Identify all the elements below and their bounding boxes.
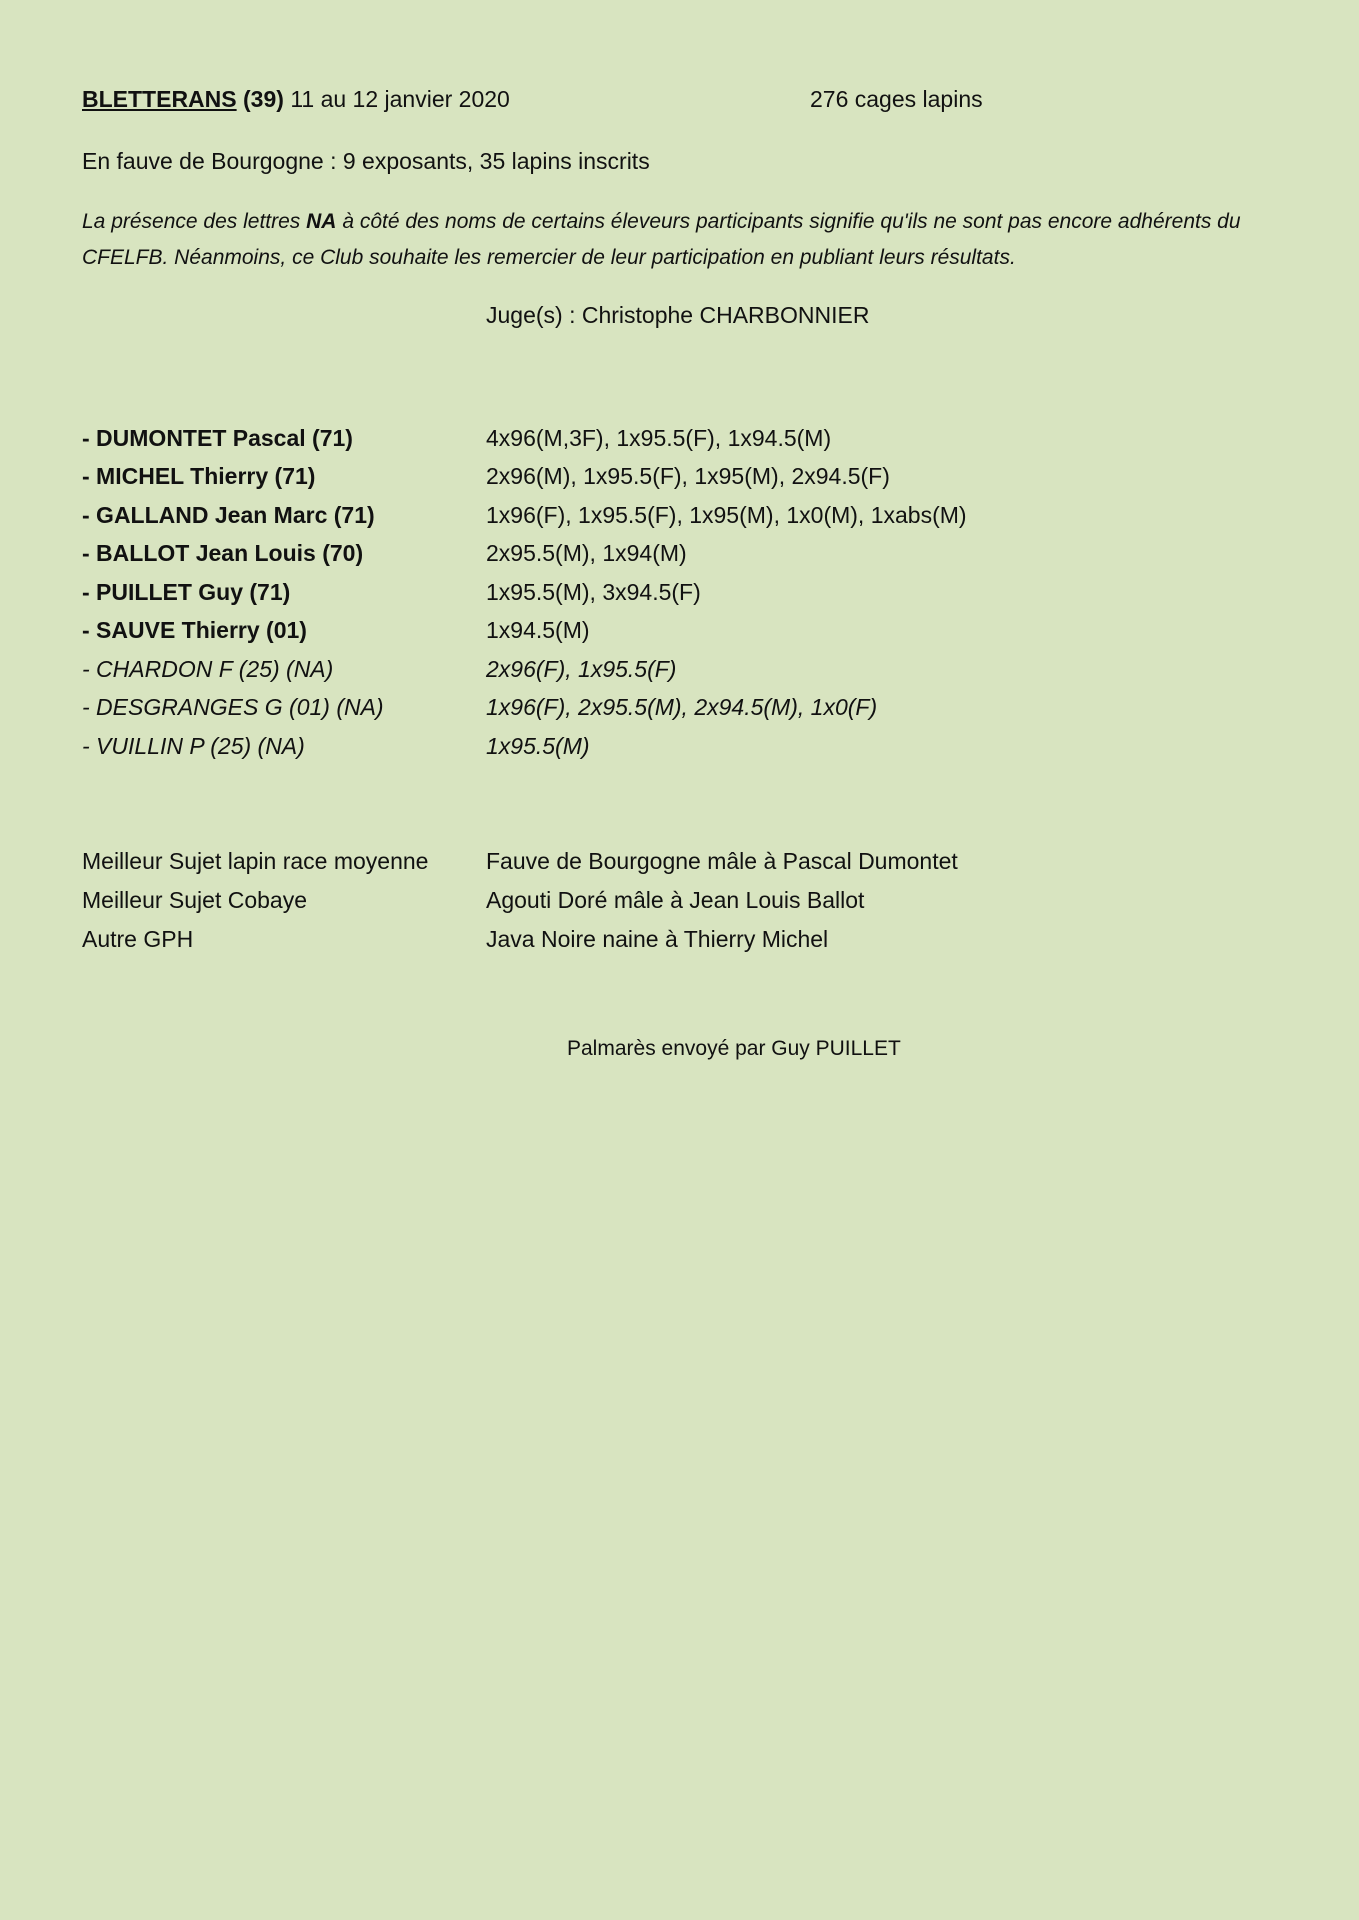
prize-label: Autre GPH	[82, 926, 194, 952]
breeder-name: - PUILLET Guy (71)	[82, 579, 291, 605]
intro-text-1: La présence des lettres	[82, 210, 307, 233]
result-row	[82, 688, 1282, 726]
header-line	[82, 84, 510, 114]
breeder-result: 1x96(F), 2x95.5(M), 2x94.5(M), 1x0(F)	[486, 694, 878, 720]
breeder-result: 2x96(F), 1x95.5(F)	[486, 656, 677, 682]
result-row	[82, 457, 1282, 495]
breeder-name: - DUMONTET Pascal (71)	[82, 425, 353, 451]
breeder-result: 1x96(F), 1x95.5(F), 1x95(M), 1x0(M), 1xabs(M)	[486, 502, 967, 528]
prize-row	[82, 842, 1282, 880]
breeder-result: 1x95.5(M)	[486, 733, 590, 759]
judge-line: Juge(s) : Christophe CHARBONNIER	[486, 302, 870, 328]
breeder-name: - DESGRANGES G (01) (NA)	[82, 694, 384, 720]
prize-value: Agouti Doré mâle à Jean Louis Ballot	[486, 887, 865, 913]
result-row	[82, 496, 1282, 534]
show-dates: 11 au 12 janvier 2020	[290, 86, 510, 112]
prize-row	[82, 920, 1282, 958]
intro-paragraph	[82, 204, 1282, 276]
result-row	[82, 650, 1282, 688]
prize-label: Meilleur Sujet Cobaye	[82, 887, 308, 913]
town-name: BLETTERANS	[82, 86, 237, 112]
breeder-result: 1x95.5(M), 3x94.5(F)	[486, 579, 701, 605]
result-row	[82, 534, 1282, 572]
result-row	[82, 419, 1282, 457]
breeder-result: 2x96(M), 1x95.5(F), 1x95(M), 2x94.5(F)	[486, 463, 890, 489]
breeder-result: 1x94.5(M)	[486, 617, 590, 643]
department-code: (39)	[243, 86, 284, 112]
breeder-result: 4x96(M,3F), 1x95.5(F), 1x94.5(M)	[486, 425, 832, 451]
result-row	[82, 573, 1282, 611]
prize-value: Java Noire naine à Thierry Michel	[486, 926, 829, 952]
breeder-name: - GALLAND Jean Marc (71)	[82, 502, 375, 528]
breeder-name: - BALLOT Jean Louis (70)	[82, 540, 364, 566]
summary-line: En fauve de Bourgogne : 9 exposants, 35 lapins inscrits	[82, 148, 650, 174]
result-row	[82, 611, 1282, 649]
breeder-result: 2x95.5(M), 1x94(M)	[486, 540, 687, 566]
footer-credit: Palmarès envoyé par Guy PUILLET	[567, 1037, 901, 1060]
prize-label: Meilleur Sujet lapin race moyenne	[82, 848, 429, 874]
prize-row	[82, 881, 1282, 919]
breeder-name: - VUILLIN P (25) (NA)	[82, 733, 305, 759]
breeder-name: - SAUVE Thierry (01)	[82, 617, 307, 643]
prize-value: Fauve de Bourgogne mâle à Pascal Dumontet	[486, 848, 958, 874]
intro-text-2: à côté des noms de certains éleveurs participants signifie qu'ils ne sont pas encore adhérents du CFELFB. Néanmoins, ce Club souhaite les remercier de leur participation en publiant leurs résultats.	[82, 210, 1241, 269]
intro-na-marker: NA	[306, 210, 337, 233]
cage-count: 276 cages lapins	[810, 86, 983, 112]
result-row	[82, 727, 1282, 765]
breeder-name: - MICHEL Thierry (71)	[82, 463, 316, 489]
breeder-name: - CHARDON F (25) (NA)	[82, 656, 334, 682]
